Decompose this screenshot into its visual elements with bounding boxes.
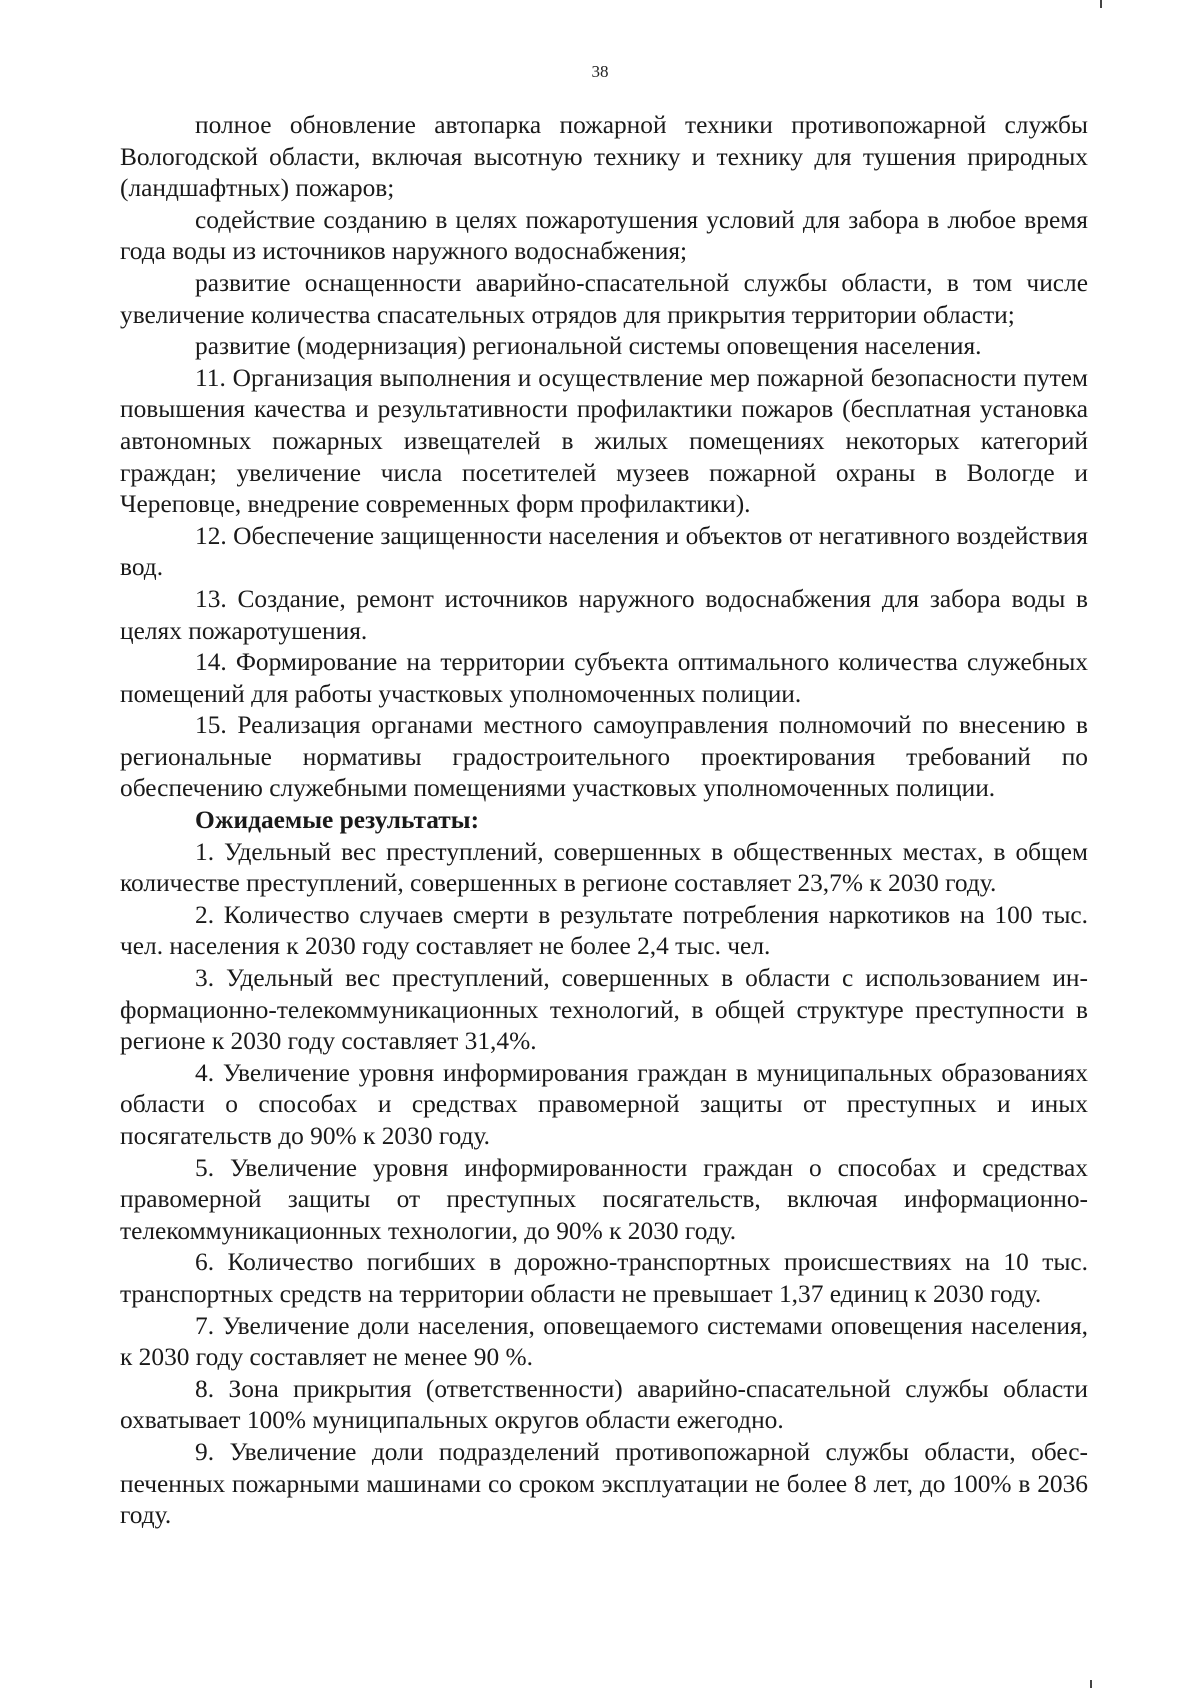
paragraph: развитие оснащенности аварийно-спасательной службы области, в том числе увеличение количества спасательных отрядов для прикрытия территории области; <box>120 268 1088 329</box>
result-item: 4. Увеличение уровня информирования граждан в муниципальных образованиях области о способах и средствах правомерной защиты от преступных и иных посягательств до 90% к 2030 году. <box>120 1058 1088 1150</box>
page-number: 38 <box>591 62 609 81</box>
document-body <box>120 110 1088 1532</box>
paragraph: 11. Организация выполнения и осуществление мер пожарной безопасности путем повышения качества и результативности профилактики пожаров (бесплатная установка автономных пожарных извещателей в жилых помещениях некоторых категорий граждан; увеличение числа посетителей музеев пожарной охраны в Вологде и Череповце, внедрение современных форм профилактики). <box>120 363 1088 519</box>
paragraph: развитие (модернизация) региональной системы оповещения населения. <box>195 332 982 361</box>
result-item: 1. Удельный вес преступлений, совершенных в общественных местах, в общем количестве преступлений, совершенных в регионе составляет 23,7% к 2030 году. <box>120 837 1088 898</box>
result-item: 8. Зона прикрытия (ответственности) аварийно-спасательной службы области охватывает 100% муниципальных округов области ежегодно. <box>120 1374 1088 1435</box>
paragraph: полное обновление автопарка пожарной техники противопожарной службы Вологодской области, включая высотную технику и технику для тушения природных (ландшафтных) пожаров; <box>120 111 1088 203</box>
scan-mark <box>1090 1680 1092 1688</box>
paragraph: 14. Формирование на территории субъекта оптимального количества служебных помещений для работы участковых уполномоченных полиции. <box>120 648 1088 708</box>
results-heading: Ожидаемые результаты: <box>195 806 480 835</box>
result-item: 6. Количество погибших в дорожно-транспортных происшествиях на 10 тыс. транспортных средств на территории области не превышает 1,37 единиц к 2030 году. <box>120 1248 1088 1308</box>
result-item: 7. Увеличение доли населения, оповещаемого системами оповещения населения, к 2030 году составляет не менее 90 %. <box>120 1311 1088 1372</box>
paragraph: содействие созданию в целях пожаротушения условий для забора в любое время года воды из источников наружного водоснабжения; <box>120 205 1088 266</box>
paragraph: 13. Создание, ремонт источников наружного водоснабжения для забора воды в целях пожаротушения. <box>120 584 1088 645</box>
result-item: 5. Увеличение уровня информированности граждан о способах и средствах правомерной защиты от преступных посягательств, включая информационно-телекоммуникационных технологии, до 90% к 2030 году. <box>120 1153 1088 1245</box>
paragraph: 15. Реализация органами местного самоуправления полномочий по внесению в региональные нормативы градостроительного проектирования требований по обеспечению служебными помещениями участковых уполномоченных полиции. <box>120 711 1088 803</box>
result-item: 2. Количество случаев смерти в результате потребления наркотиков на 100 тыс. чел. населения к 2030 году составляет не более 2,4 тыс. чел. <box>120 900 1088 961</box>
result-item: 9. Увеличение доли подразделений противопожарной службы области, обеспеченных пожарными машинами со сроком эксплуатации не более 8 лет, до 100% в 2036 году. <box>120 1437 1088 1530</box>
result-item: 3. Удельный вес преступлений, совершенных в области с использованием информационно-телекоммуникационных технологий, в общей структуре преступности в регионе к 2030 году составляет 31,4%. <box>120 964 1088 1056</box>
scan-mark <box>1100 0 1102 8</box>
paragraph: 12. Обеспечение защищенности населения и объектов от негативного воздействия вод. <box>120 521 1088 582</box>
